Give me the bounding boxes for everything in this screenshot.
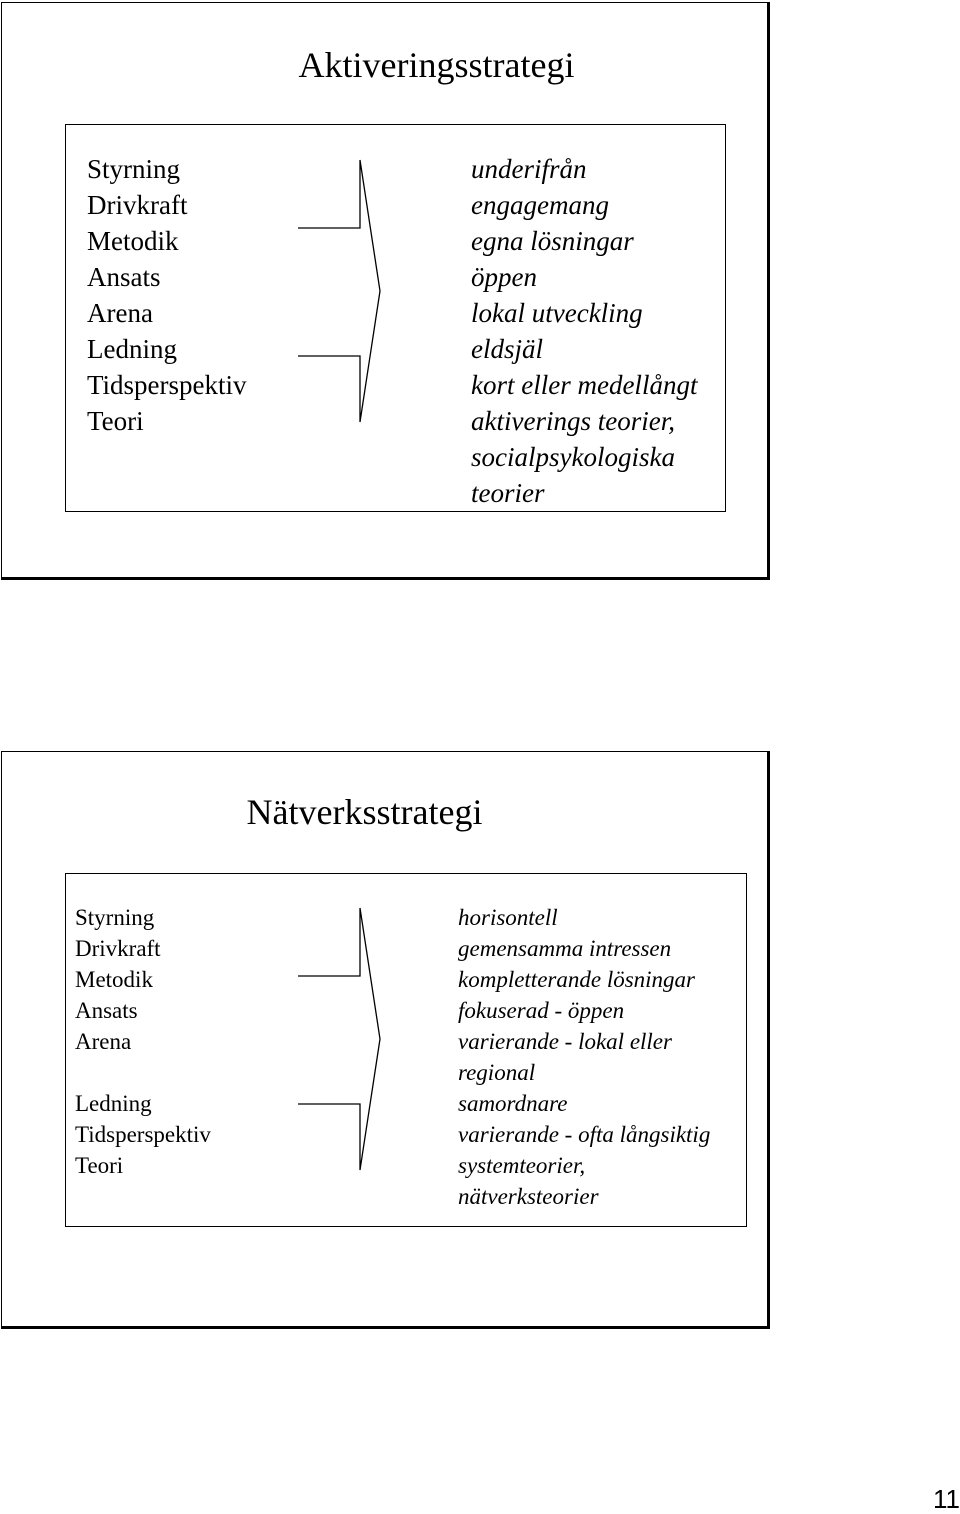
label-item: Drivkraft bbox=[75, 936, 161, 961]
label-item: Ansats bbox=[75, 998, 138, 1023]
label-item: Styrning bbox=[87, 154, 181, 184]
chevron-arrow-icon bbox=[296, 908, 386, 1170]
value-item: gemensamma intressen bbox=[458, 936, 672, 961]
value-item: engagemang bbox=[471, 190, 609, 220]
slide-title: Aktiveringsstrategi bbox=[298, 45, 575, 85]
slide-aktiveringsstrategi bbox=[1, 2, 770, 580]
value-item: aktiverings teorier, bbox=[471, 406, 675, 436]
value-list bbox=[471, 151, 697, 511]
label-item: Styrning bbox=[75, 905, 155, 930]
value-item: nätverksteorier bbox=[458, 1184, 599, 1209]
label-item: Teori bbox=[75, 1153, 124, 1178]
value-item: varierande - lokal eller bbox=[458, 1029, 672, 1054]
value-item: egna lösningar bbox=[471, 226, 634, 256]
slide-natverksstrategi bbox=[1, 751, 770, 1329]
value-item: kort eller medellångt bbox=[471, 370, 698, 400]
slide-title: Nätverksstrategi bbox=[246, 792, 483, 832]
label-list bbox=[75, 902, 211, 1181]
value-item: underifrån bbox=[471, 154, 587, 184]
value-item: horisontell bbox=[458, 905, 558, 930]
comparison-box bbox=[65, 124, 726, 512]
label-item: Teori bbox=[87, 406, 144, 436]
label-item: Metodik bbox=[87, 226, 179, 256]
page-number: 11 bbox=[933, 1484, 960, 1514]
value-item: lokal utveckling bbox=[471, 298, 643, 328]
value-item: samordnare bbox=[458, 1091, 568, 1116]
value-item: eldsjäl bbox=[471, 334, 543, 364]
label-item: Arena bbox=[87, 298, 153, 328]
value-item: varierande - ofta långsiktig bbox=[458, 1122, 711, 1147]
label-item: Tidsperspektiv bbox=[75, 1122, 211, 1147]
label-item: Drivkraft bbox=[87, 190, 188, 220]
value-item: socialpsykologiska bbox=[471, 442, 675, 472]
value-item: regional bbox=[458, 1060, 536, 1085]
label-spacer bbox=[75, 1057, 211, 1088]
value-item: öppen bbox=[471, 262, 537, 292]
value-list bbox=[458, 902, 710, 1212]
value-item: fokuserad - öppen bbox=[458, 998, 625, 1023]
value-item: systemteorier, bbox=[458, 1153, 586, 1178]
label-item: Ledning bbox=[75, 1091, 152, 1116]
comparison-box bbox=[65, 873, 747, 1227]
label-list bbox=[87, 151, 247, 439]
value-item: teorier bbox=[471, 478, 545, 508]
chevron-arrow-icon bbox=[296, 160, 386, 422]
label-item: Tidsperspektiv bbox=[87, 370, 247, 400]
label-item: Metodik bbox=[75, 967, 153, 992]
label-item: Ansats bbox=[87, 262, 161, 292]
label-item: Arena bbox=[75, 1029, 132, 1054]
label-item: Ledning bbox=[87, 334, 177, 364]
value-item: kompletterande lösningar bbox=[458, 967, 695, 992]
